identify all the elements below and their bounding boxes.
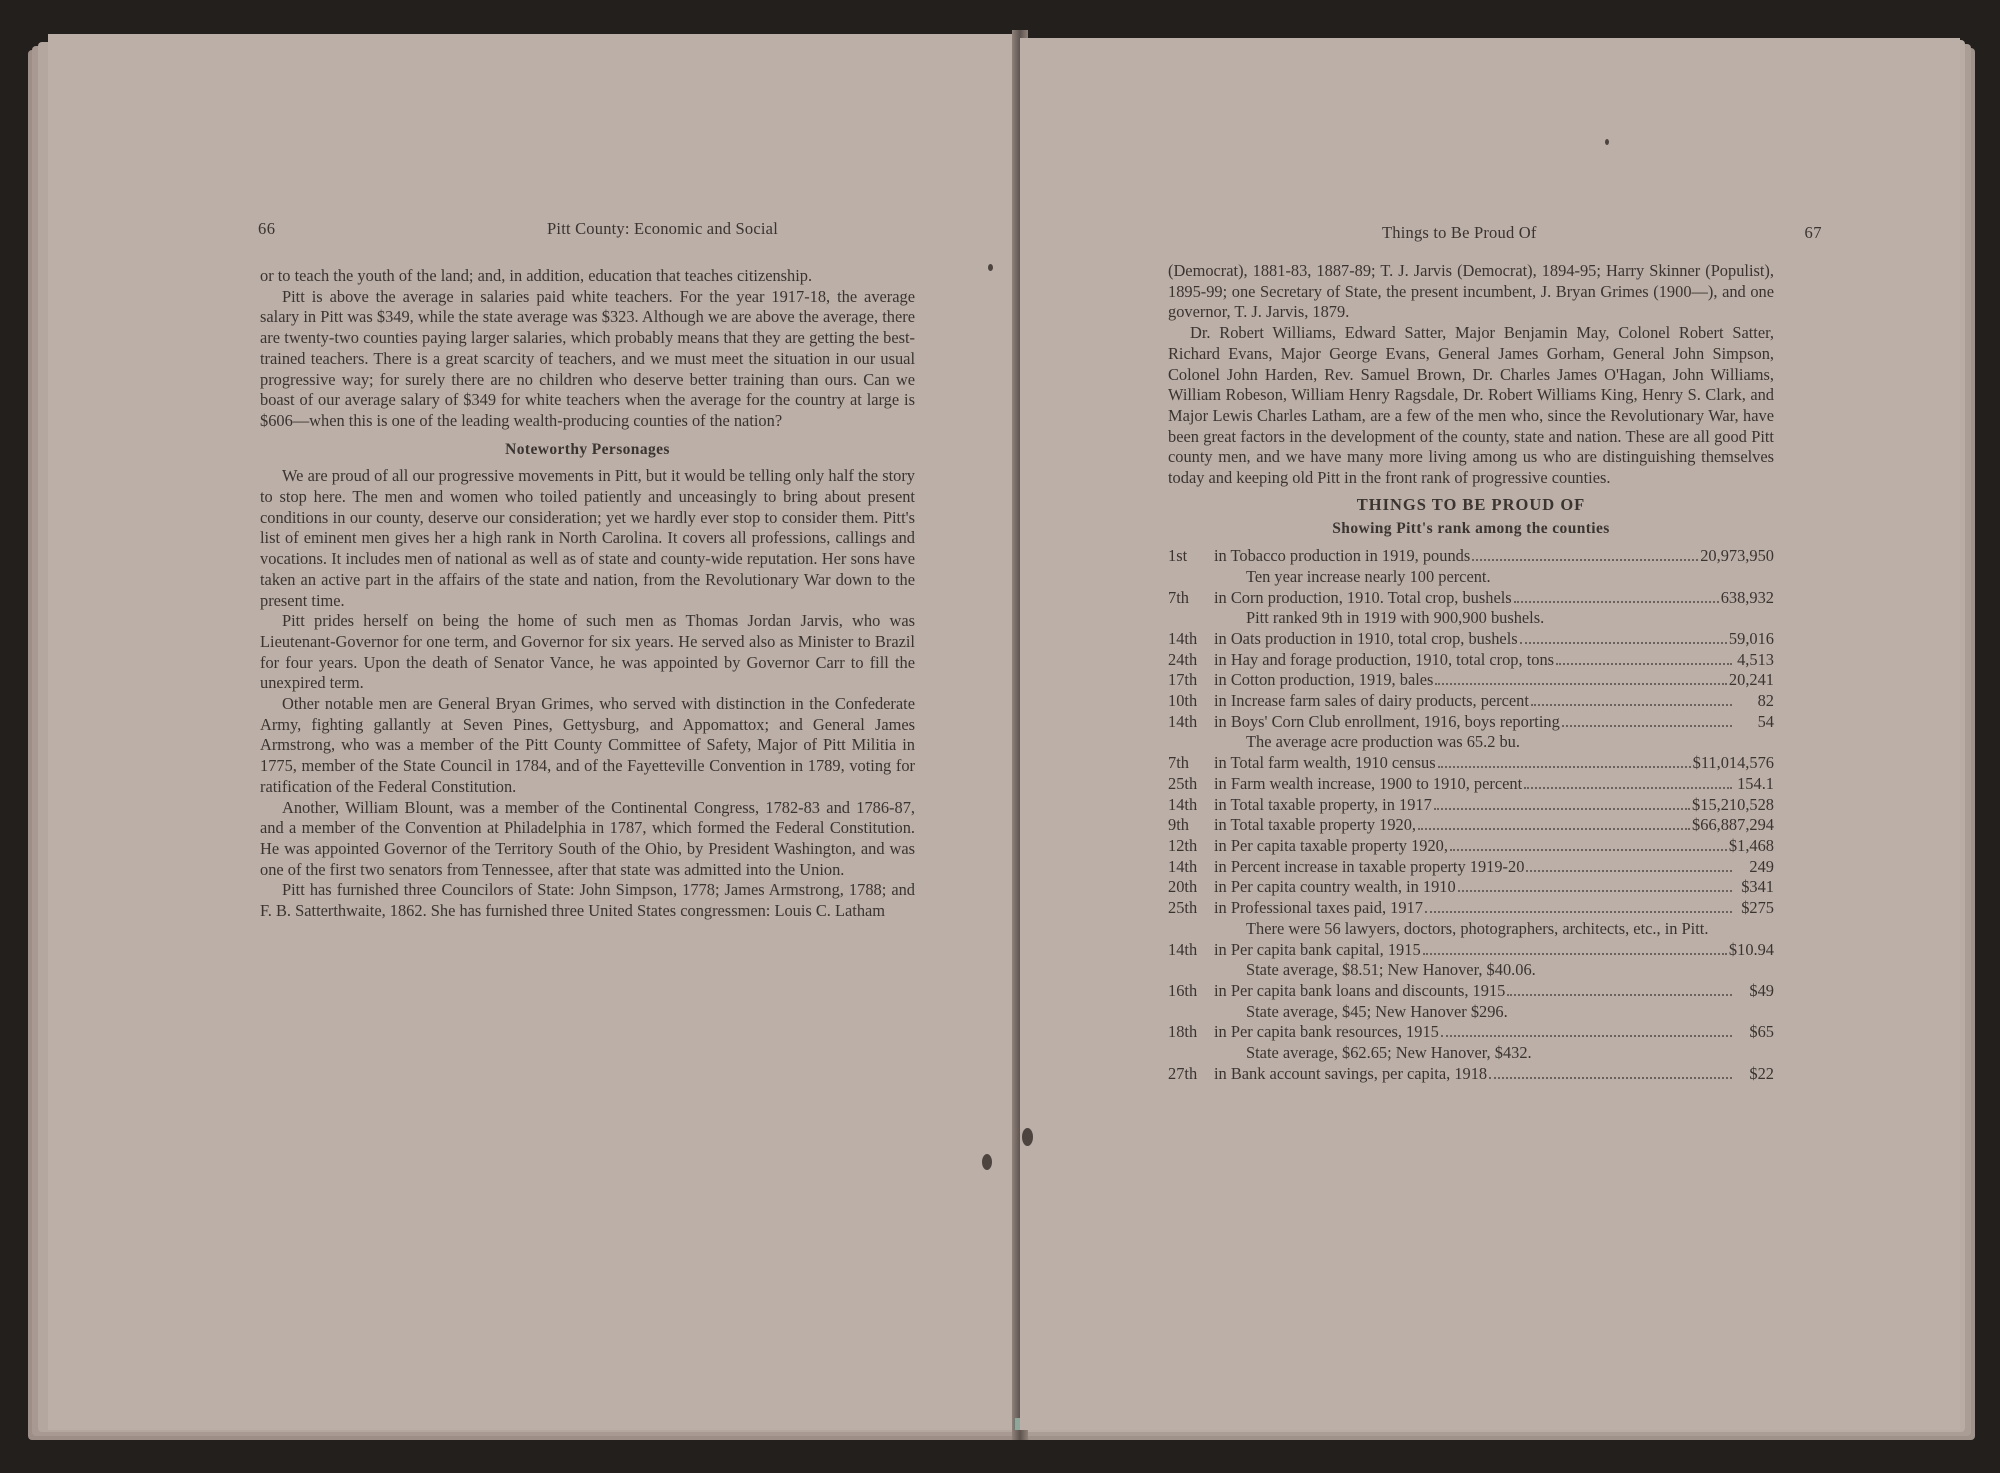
left-running-title: Pitt County: Economic and Social [547,219,778,238]
rank-row [1168,815,1774,836]
rank-description: in Per capita taxable property 1920, [1214,835,1448,855]
rank-row [1168,857,1774,878]
right-text-block [1168,261,1774,1084]
rank-row [1168,670,1774,691]
rank-position: 27th [1168,1063,1198,1083]
section-heading: Noteworthy Personages [505,440,670,458]
rank-position: 14th [1168,939,1198,959]
rank-row [1168,836,1774,857]
rank-row [1168,898,1774,919]
rank-position: 25th [1168,898,1198,918]
rank-position: 9th [1168,815,1189,835]
rank-position: 10th [1168,691,1198,711]
rank-description: in Bank account savings, per capita, 1918 [1214,1063,1488,1083]
rank-description: in Tobacco production in 1919, pounds [1214,546,1471,566]
rank-value: $15,210,528 [1692,794,1774,814]
rank-description: in Professional taxes paid, 1917 [1214,898,1423,918]
rank-value: 54 [1757,711,1774,731]
rank-position: 20th [1168,877,1198,897]
rank-description: in Per capita country wealth, in 1910 [1214,877,1456,897]
rank-value: $11,014,576 [1692,753,1774,773]
rank-value: $66,887,294 [1692,815,1774,835]
rank-note: There were 56 lawyers, doctors, photographers, architects, etc., in Pitt. [1246,918,1709,938]
dot-leader [1514,589,1719,603]
rank-row [1168,629,1774,650]
dot-leader [1450,837,1727,851]
right-running-title: Things to Be Proud Of [1382,223,1537,242]
rank-row [1168,753,1774,774]
dot-leader [1418,816,1690,830]
rank-note: State average, $45; New Hanover $296. [1246,1001,1508,1021]
dot-leader [1438,754,1691,768]
rank-position: 18th [1168,1022,1198,1042]
paragraph: Pitt has furnished three Councilors of State: John Simpson, 1778; James Armstrong, 1788; and F. B. Satterthwaite, 1862. She has furnished three United States congressmen: Louis C. Latham [260,880,915,921]
rank-row [1168,712,1774,733]
rank-value: 638,932 [1720,587,1774,607]
rank-description: in Cotton production, 1919, bales [1214,670,1434,690]
rank-value: 249 [1749,856,1774,876]
rank-value: $49 [1749,980,1774,1000]
rank-value: $65 [1749,1022,1774,1042]
rank-description: in Corn production, 1910. Total crop, bushels [1214,587,1512,607]
rank-row [1168,1064,1774,1085]
binding-hole [982,1154,992,1170]
dot-leader [1526,858,1732,872]
rank-row [1168,940,1774,961]
rank-position: 1st [1168,546,1188,566]
rank-value: 154.1 [1737,773,1774,793]
dot-leader [1562,713,1732,727]
rank-position: 25th [1168,773,1198,793]
rank-note: The average acre production was 65.2 bu. [1246,732,1520,752]
rank-value: $10.94 [1728,939,1774,959]
table-subheading: Showing Pitt's rank among the counties [1332,520,1610,538]
paragraph: Pitt prides herself on being the home of such men as Thomas Jordan Jarvis, who was Lieutenant-Governor for one term, and Governor for six years. He served also as Minister to Brazil for four years. Upon the death of Senator Vance, he was appointed by Governor Carr to fill the unexpired term. [260,611,915,693]
dot-leader [1472,547,1698,561]
rank-description: in Boys' Corn Club enrollment, 1916, boys reporting [1214,711,1560,731]
rank-position: 14th [1168,628,1198,648]
rank-position: 14th [1168,856,1198,876]
paragraph: Pitt is above the average in salaries paid white teachers. For the year 1917-18, the average salary in Pitt was $349, while the state average was $323. Although we are above the average, there are twenty-two counties paying larger salaries, which probably means that they are getting the best-trained teachers. There is a great scarcity of teachers, and we must meet the situation in our usual progressive way; for surely there are no children who deserve better training than ours. Can we boast of our average salary of $349 for white teachers when the average for the country at large is $606—when this is one of the leading wealth-producing counties of the nation? [260,286,915,430]
rank-description: in Farm wealth increase, 1900 to 1910, percent [1214,773,1523,793]
table-heading: THINGS TO BE PROUD OF [1356,494,1586,514]
right-running-head [1382,223,1822,243]
paper-speck [1605,139,1609,145]
rank-position: 14th [1168,794,1198,814]
dot-leader [1441,1023,1732,1037]
binding-hole [1022,1128,1033,1146]
rank-value: $22 [1749,1063,1774,1083]
paragraph: We are proud of all our progressive movements in Pitt, but it would be telling only half the story to stop here. The men and women who toiled patiently and unceasingly to bring about present conditions in our county, deserve our consideration; yet we hardly ever stop to consider them. Pitt's list of eminent men gives her a high rank in North Carolina. It covers all professions, callings and vocations. It includes men of national as well as of state and county-wide reputation. Her sons have taken an active part in the affairs of the state and nation, from the Revolutionary War down to the present time. [260,466,915,610]
rank-position: 7th [1168,753,1189,773]
dot-leader [1489,1065,1732,1079]
left-running-head [258,219,778,239]
paragraph: Other notable men are General Bryan Grimes, who served with distinction in the Confederate Army, fighting gallantly at Seven Pines, Gettysburg, and Appomattox; and General James Armstrong, who was a member of the Pitt County Committee of Safety, Major of Pitt Militia in 1775, member of the State Council in 1784, and of the Fayetteville Convention in 1789, voting for ratification of the Federal Constitution. [260,694,915,796]
rank-description: in Percent increase in taxable property 1919-20 [1214,856,1525,876]
rank-description: in Oats production in 1910, total crop, bushels [1214,628,1518,648]
page-number-right: 67 [1804,223,1822,242]
dot-leader [1531,692,1732,706]
dot-leader [1507,982,1732,996]
rank-position: 16th [1168,980,1198,1000]
rank-description: in Per capita bank resources, 1915 [1214,1022,1439,1042]
rank-description: in Total taxable property, in 1917 [1214,794,1432,814]
rank-note: State average, $62.65; New Hanover, $432. [1246,1043,1532,1063]
rank-position: 14th [1168,711,1198,731]
dot-leader [1556,651,1732,665]
rank-value: $341 [1741,877,1774,897]
dot-leader [1423,941,1727,955]
rank-value: $1,468 [1728,835,1774,855]
rank-description: in Increase farm sales of dairy products, percent [1214,691,1529,711]
rank-value: 4,513 [1737,649,1774,669]
dot-leader [1435,671,1726,685]
rank-position: 7th [1168,587,1189,607]
rank-row [1168,774,1774,795]
rank-note: Ten year increase nearly 100 percent. [1246,566,1491,586]
rank-row [1168,588,1774,609]
rank-note: Pitt ranked 9th in 1919 with 900,900 bushels. [1246,608,1545,628]
left-text-block [260,266,915,922]
rank-description: in Total farm wealth, 1910 census [1214,753,1436,773]
rank-note: State average, $8.51; New Hanover, $40.06. [1246,960,1536,980]
paragraph: or to teach the youth of the land; and, in addition, education that teaches citizenship. [260,266,813,285]
dot-leader [1524,775,1732,789]
rank-row [1168,981,1774,1002]
rank-value: 59,016 [1728,628,1774,648]
rank-position: 24th [1168,649,1198,669]
dot-leader [1434,796,1690,810]
rank-value: 82 [1757,691,1774,711]
rank-position: 17th [1168,670,1198,690]
rank-list [1168,546,1774,1084]
rank-description: in Per capita bank capital, 1915 [1214,939,1421,959]
right-page [1020,38,1960,1430]
rank-row [1168,795,1774,816]
page-number-left: 66 [258,219,276,238]
paragraph: (Democrat), 1881-83, 1887-89; T. J. Jarvis (Democrat), 1894-95; Harry Skinner (Populist), 1895-99; one Secretary of State, the present incumbent, J. Bryan Grimes (1900—), and one governor, T. J. Jarvis, 1879. [1168,261,1774,322]
rank-value: 20,241 [1728,670,1774,690]
paragraph: Dr. Robert Williams, Edward Satter, Major Benjamin May, Colonel Robert Satter, Richard Evans, Major George Evans, General James Gorham, General John Simpson, Colonel John Harden, Rev. Samuel Brown, Dr. Charles James O'Hagan, John Williams, William Robeson, William Henry Ragsdale, Dr. Robert Williams King, Henry S. Clark, and Major Lewis Charles Latham, are a few of the men who, since the Revolutionary War, have been great factors in the development of the county, state and nation. These are all good Pitt county men, and we have many more living among us who are distinguishing themselves today and keeping old Pitt in the front rank of progressive counties. [1168,323,1774,488]
rank-value: $275 [1741,898,1774,918]
paper-speck [988,264,993,271]
rank-row [1168,650,1774,671]
left-page [48,34,1020,1430]
rank-position: 12th [1168,835,1198,855]
rank-row [1168,691,1774,712]
dot-leader [1425,899,1732,913]
dot-leader [1458,878,1732,892]
paragraph: Another, William Blount, was a member of the Continental Congress, 1782-83 and 1786-87, and a member of the Convention at Philadelphia in 1787, which formed the Federal Constitution. He was appointed Governor of the Territory South of the Ohio, by President Washington, and was one of the first two senators from Tennessee, after that state was admitted into the Union. [260,797,915,879]
rank-description: in Per capita bank loans and discounts, 1915 [1214,980,1506,1000]
rank-row [1168,1022,1774,1043]
rank-description: in Hay and forage production, 1910, total crop, tons [1214,649,1555,669]
dot-leader [1520,630,1727,644]
rank-row [1168,546,1774,567]
rank-description: in Total taxable property 1920, [1214,815,1417,835]
rank-row [1168,877,1774,898]
rank-value: 20,973,950 [1700,546,1774,566]
